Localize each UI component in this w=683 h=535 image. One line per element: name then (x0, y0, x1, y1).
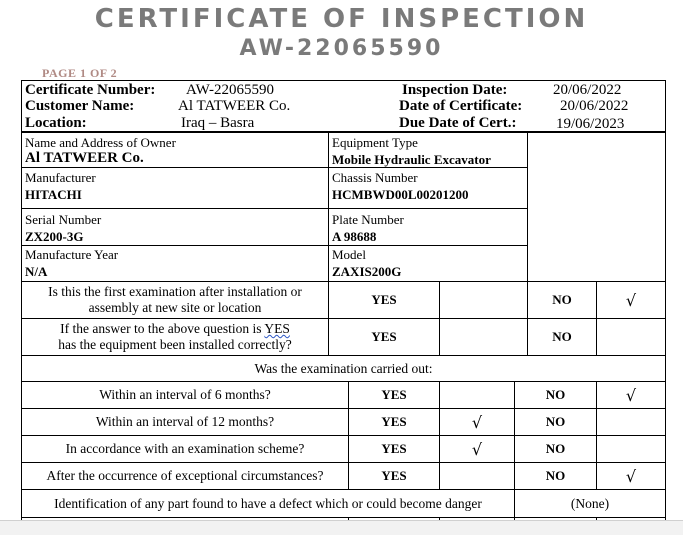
customer-label: Customer Name: (25, 98, 135, 114)
installed-yes: YES (328, 318, 440, 356)
serial-label: Serial Number (25, 212, 102, 227)
viewer-bottom-strip (0, 520, 683, 535)
plate-value: A 98688 (332, 229, 377, 244)
interval-6-yes: YES (348, 381, 440, 409)
cert-number-value: AW-22065590 (186, 82, 274, 98)
first-exam-yes-mark (439, 281, 528, 319)
year-value: N/A (25, 264, 48, 279)
first-exam-line1: Is this the first examination after installation or (48, 284, 302, 299)
location-label: Location: (25, 115, 87, 131)
first-exam-yes: YES (328, 281, 440, 319)
interval-6-yes-mark (439, 381, 515, 409)
plate-label: Plate Number (332, 212, 404, 227)
installed-line1-text: If the answer to the above question is (60, 321, 265, 336)
first-exam-no-tick: √ (596, 281, 666, 319)
installed-no: NO (527, 318, 597, 356)
chassis-value: HCMBWD00L00201200 (332, 187, 469, 202)
interval-12-no: NO (514, 408, 597, 436)
customer-value: Al TATWEER Co. (178, 98, 291, 114)
model-label: Model (332, 247, 366, 262)
defect-value: (None) (514, 489, 666, 518)
scheme-no-mark (596, 435, 666, 463)
blank-info-cell (527, 132, 666, 282)
due-date-label: Due Date of Cert.: (399, 115, 517, 131)
interval-12-yes-tick: √ (439, 408, 515, 436)
certificate-code: AW-22065590 (239, 36, 444, 61)
inspection-date-label: Inspection Date: (402, 82, 508, 98)
owner-label: Name and Address of Owner (25, 135, 176, 150)
defect-question: Identification of any part found to have a defect which or could become danger (21, 489, 515, 518)
exceptional-question: After the occurrence of exceptional circumstances? (21, 462, 349, 490)
installed-yes-mark (439, 318, 528, 356)
installed-line1 (60, 321, 290, 337)
cert-number-label: Certificate Number: (25, 82, 156, 98)
cert-date-value: 20/06/2022 (560, 98, 629, 114)
inspection-date-value: 20/06/2022 (553, 82, 622, 98)
scheme-yes-tick: √ (439, 435, 515, 463)
page-label: PAGE 1 OF 2 (42, 66, 118, 80)
installed-yes-word: YES (264, 321, 290, 336)
first-exam-line2: assembly at new site or location (88, 300, 262, 315)
equip-type-value: Mobile Hydraulic Excavator (332, 152, 491, 167)
installed-question (21, 318, 329, 356)
interval-6-no-tick: √ (596, 381, 666, 409)
scheme-question: In accordance with an examination scheme? (21, 435, 349, 463)
exam-section-title: Was the examination carried out: (21, 355, 666, 382)
equip-type-label: Equipment Type (332, 135, 418, 150)
manufacturer-value: HITACHI (25, 187, 82, 202)
manufacturer-label: Manufacturer (25, 170, 96, 185)
first-exam-no: NO (527, 281, 597, 319)
serial-value: ZX200-3G (25, 229, 84, 244)
interval-12-yes: YES (348, 408, 440, 436)
installed-line2: has the equipment been installed correctly? (58, 337, 292, 352)
installed-no-mark (596, 318, 666, 356)
exceptional-no-tick: √ (596, 462, 666, 490)
certificate-title: CERTIFICATE OF INSPECTION (94, 4, 589, 34)
interval-12-no-mark (596, 408, 666, 436)
interval-6-no: NO (514, 381, 597, 409)
interval-12-question: Within an interval of 12 months? (21, 408, 349, 436)
exceptional-yes: YES (348, 462, 440, 490)
interval-6-question: Within an interval of 6 months? (21, 381, 349, 409)
exceptional-yes-mark (439, 462, 515, 490)
scheme-no: NO (514, 435, 597, 463)
due-date-value: 19/06/2023 (556, 116, 625, 132)
location-value: Iraq – Basra (181, 115, 255, 131)
first-exam-question (21, 281, 329, 319)
year-label: Manufacture Year (25, 247, 119, 262)
chassis-label: Chassis Number (332, 170, 418, 185)
owner-value: Al TATWEER Co. (25, 150, 144, 166)
exceptional-no: NO (514, 462, 597, 490)
model-value: ZAXIS200G (332, 264, 402, 279)
cert-date-label: Date of Certificate: (399, 98, 523, 114)
scheme-yes: YES (348, 435, 440, 463)
